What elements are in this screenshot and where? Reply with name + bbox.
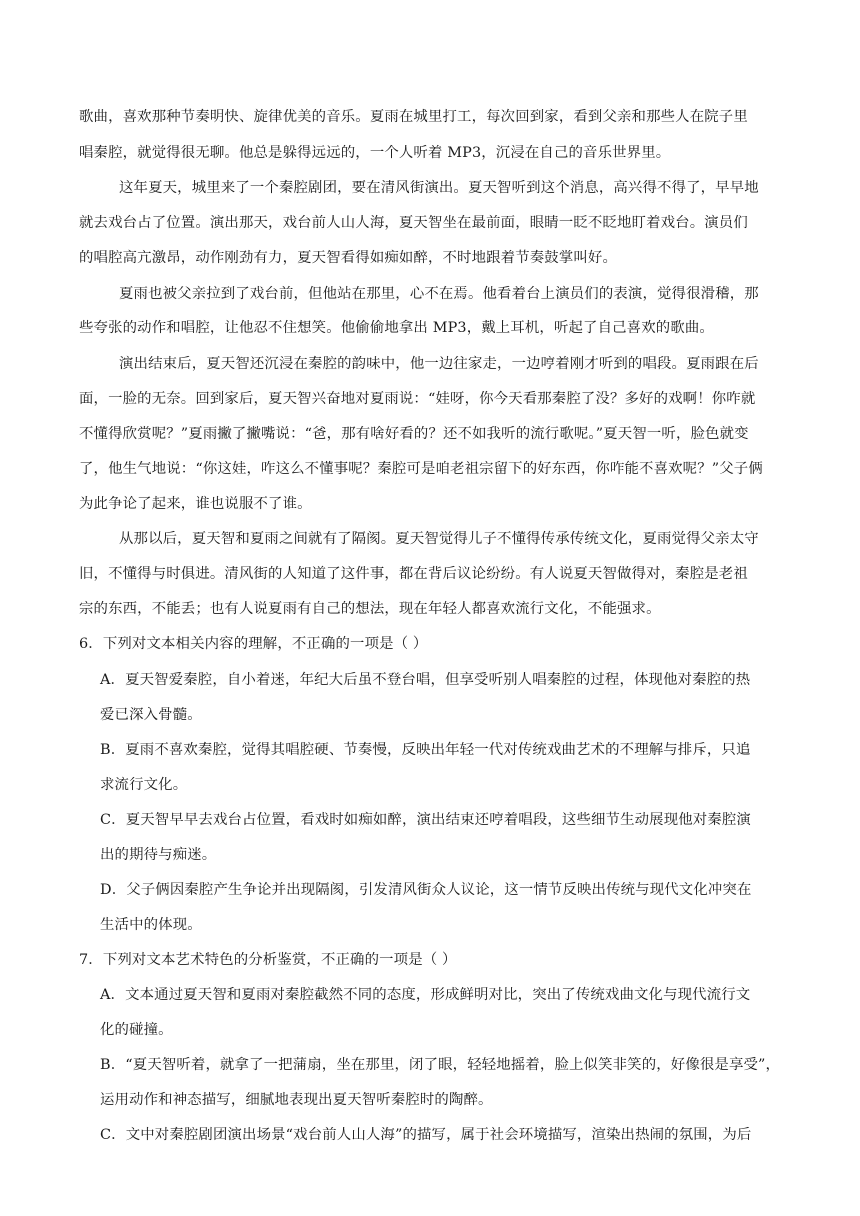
passage-p5-line2: 旧，不懂得与时俱进。清风街的人知道了这件事，都在背后议论纷纷。有人说夏天智做得对，秦腔是老祖 — [79, 566, 748, 582]
question-6-option-b-line2: 求流行文化。 — [100, 777, 188, 793]
passage-p3-line1: 夏雨也被父亲拉到了戏台前，但他站在那里，心不在焉。他看着台上演员们的表演，觉得很滑稽，那 — [119, 286, 759, 302]
question-7-option-b-line1: B．“夏天智听着，就拿了一把蒲扇，坐在那里，闭了眼，轻轻地摇着，脸上似笑非笑的，好像很是享受”， — [100, 1057, 781, 1073]
passage-p1-line1: 歌曲，喜欢那种节奏明快、旋律优美的音乐。夏雨在城里打工，每次回到家，看到父亲和那些人在院子里 — [79, 109, 748, 125]
passage-p3-line2: 些夸张的动作和唱腔，让他忍不住想笑。他偷偷地拿出 MP3，戴上耳机，听起了自己喜欢的歌曲。 — [79, 320, 714, 336]
question-6-stem: 6．下列对文本相关内容的理解，不正确的一项是（ ） — [79, 636, 428, 652]
question-6-option-b-line1: B．夏雨不喜欢秦腔，觉得其唱腔硬、节奏慢，反映出年轻一代对传统戏曲艺术的不理解与排斥，只追 — [100, 742, 751, 758]
passage-p5-line1: 从那以后，夏天智和夏雨之间就有了隔阂。夏天智觉得儿子不懂得传承传统文化，夏雨觉得父亲太守 — [119, 531, 759, 547]
question-7-option-b-line2: 运用动作和神态描写，细腻地表现出夏天智听秦腔时的陶醉。 — [100, 1092, 493, 1108]
question-6-option-c-line2: 出的期待与痴迷。 — [100, 847, 217, 863]
passage-p2-line1: 这年夏天，城里来了一个秦腔剧团，要在清风街演出。夏天智听到这个消息，高兴得不得了，早早地 — [119, 180, 759, 196]
passage-p4-line5: 为此争论了起来，谁也说服不了谁。 — [79, 496, 312, 512]
question-7-option-c-line1: C．文中对秦腔剧团演出场景“戏台前人山人海”的描写，属于社会环境描写，渲染出热闹的氛围，为后 — [100, 1127, 752, 1143]
passage-p5-line3: 宗的东西，不能丢；也有人说夏雨有自己的想法，现在年轻人都喜欢流行文化，不能强求。 — [79, 601, 661, 617]
question-6-option-d-line1: D．父子俩因秦腔产生争论并出现隔阂，引发清风街众人议论，这一情节反映出传统与现代文化冲突在 — [100, 882, 752, 898]
question-6-option-a-line1: A．夏天智爱秦腔，自小着迷，年纪大后虽不登台唱，但享受听别人唱秦腔的过程，体现他对秦腔的热 — [100, 672, 751, 688]
question-6-option-c-line1: C．夏天智早早去戏台占位置，看戏时如痴如醉，演出结束还哼着唱段，这些细节生动展现他对秦腔演 — [100, 812, 751, 828]
question-6-option-a-line2: 爱已深入骨髓。 — [100, 707, 202, 723]
question-7-option-a-line2: 化的碰撞。 — [100, 1022, 173, 1038]
passage-p2-line3: 的唱腔高亢激昂，动作刚劲有力，夏天智看得如痴如醉，不时地跟着节奏鼓掌叫好。 — [79, 250, 618, 266]
passage-p1-line2: 唱秦腔，就觉得很无聊。他总是躲得远远的，一个人听着 MP3，沉浸在自己的音乐世界里。 — [79, 145, 671, 161]
question-7-option-a-line1: A．文本通过夏天智和夏雨对秦腔截然不同的态度，形成鲜明对比，突出了传统戏曲文化与现代流行文 — [100, 987, 751, 1003]
passage-p4-line3: 不懂得欣赏呢？”夏雨撇了撇嘴说：“爸，那有啥好看的？还不如我听的流行歌呢。”夏天智一听，脸色就变 — [79, 426, 749, 442]
passage-p2-line2: 就去戏台占了位置。演出那天，戏台前人山人海，夏天智坐在最前面，眼睛一眨不眨地盯着戏台。演员们 — [79, 215, 748, 231]
question-7-stem: 7．下列对文本艺术特色的分析鉴赏，不正确的一项是（ ） — [79, 952, 457, 968]
passage-p4-line2: 面，一脸的无奈。回到家后，夏天智兴奋地对夏雨说：“娃呀，你今天看那秦腔了没？多好的戏啊！你咋就 — [79, 391, 756, 407]
question-6-option-d-line2: 生活中的体现。 — [100, 917, 202, 933]
passage-p4-line1: 演出结束后，夏天智还沉浸在秦腔的韵味中，他一边往家走，一边哼着刚才听到的唱段。夏雨跟在后 — [119, 356, 759, 372]
passage-p4-line4: 了，他生气地说：“你这娃，咋这么不懂事呢？秦腔可是咱老祖宗留下的好东西，你咋能不喜欢呢？”父子俩 — [79, 461, 763, 477]
